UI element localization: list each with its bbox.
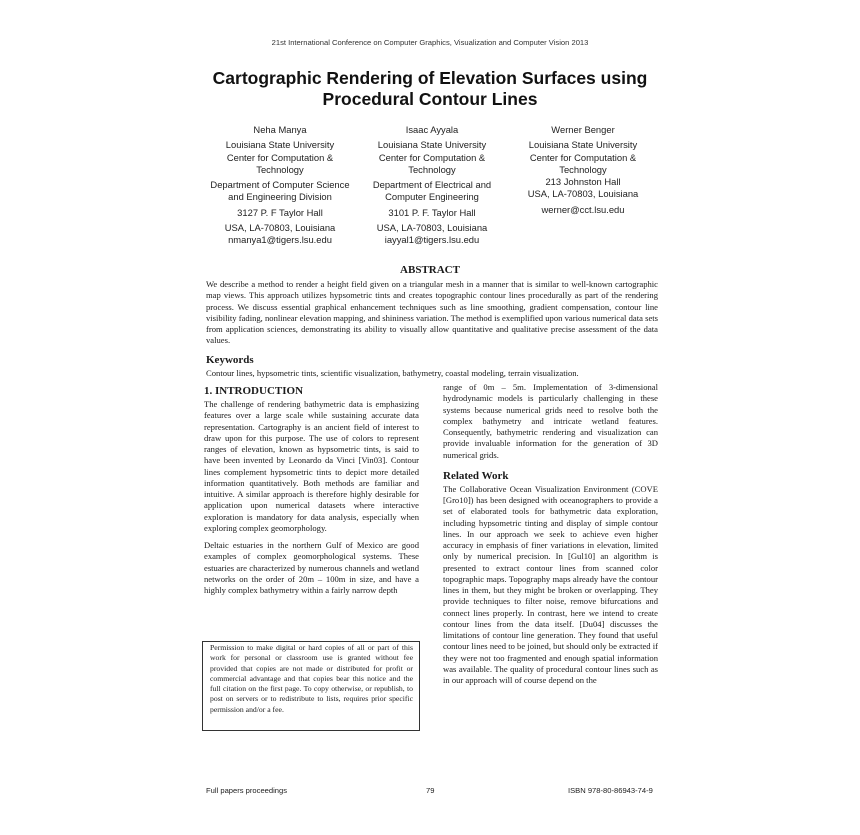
author-name: Neha Manya: [253, 124, 307, 135]
author-block-2: [352, 124, 512, 247]
title-line-2: Procedural Contour Lines: [322, 89, 538, 109]
author-department-line: and Engineering Division: [228, 191, 332, 203]
author-address: 213 Johnston Hall: [545, 176, 621, 188]
author-email: werner@cct.lsu.edu: [541, 203, 625, 215]
author-department-line: Department of Computer Science: [210, 179, 350, 191]
keywords-text: Contour lines, hypsometric tints, scientific visualization, bathymetry, coastal modeling, terrain visualization.: [206, 368, 579, 378]
right-column: [443, 382, 658, 686]
abstract-text: We describe a method to render a height field given on a triangular mesh in a manner that is similar to well-known cartographic map views. This approach utilizes hypsometric tints and creates topographic contour lines procedurally as part of the rendering process. We discuss essential graphical enhancement techniques such as line smoothing, gradient compensation, contour line visibility fading, nonlinear elevation mapping, and shininess variation. The method is exemplified upon various numerical data sets from application sciences, demonstrating its ability to visually allow quantitative and qualitative precise assessment of the data values.: [206, 279, 658, 346]
related-work-paragraph: The Collaborative Ocean Visualization Environment (COVE [Gro10]) has been designed with oceanographers to provide a set of elaborated tools for bathymetric data exploration, including hypsometric tinting and display of simple contour lines. In our approach we seek to achieve even higher accuracy in emphasis of finer variations in elevation, limited only by numerical precision. In [Gul10] an algorithm is presented to extract contour lines from scanned color topographic maps. Topography maps already have the contour lines in them, but they might be broken or overlapping. They provide techniques to filter noise, remove bifurcations and connect lines properly. In contrast, here we intend to create contour lines from the data itself. [Du04] discusses the limitations of contour line generation. They found that useful contour lines need to be joined, but should only be extracted if they were not too fragmented and enough spatial information was available. The quality of procedural contour lines such as in our approach will of course depend on the: [443, 483, 658, 685]
permission-notice-text: Permission to make digital or hard copies of all or part of this work for personal or classroom use is granted without fee provided that copies are not made or distributed for profit or commercial advantage and that copies bear this notice and the full citation on the first page. To copy otherwise, or republish, to post on servers or to redistribute to lists, requires prior specific permission and/or a fee.: [210, 643, 413, 714]
author-affiliation-line: Louisiana State University: [377, 139, 487, 151]
author-city: USA, LA-70803, Louisiana: [224, 222, 336, 234]
permission-notice-box: [202, 641, 420, 731]
author-email: nmanya1@tigers.lsu.edu: [228, 234, 332, 246]
left-column: [204, 385, 419, 596]
author-email: iayyal1@tigers.lsu.edu: [384, 234, 480, 246]
author-affiliation-line: Center for Computation &: [226, 151, 334, 163]
author-address: 3101 P. F. Taylor Hall: [388, 206, 476, 218]
author-affiliation-line: Technology: [408, 163, 456, 175]
title-line-1: Cartographic Rendering of Elevation Surfaces using: [212, 68, 648, 88]
footer-page-number: 79: [426, 786, 435, 795]
author-department-line: Department of Electrical and: [372, 179, 492, 191]
author-block-3: [503, 124, 663, 216]
author-affiliation-line: Louisiana State University: [225, 139, 335, 151]
running-head: 21st International Conference on Computer Graphics, Visualization and Computer Vision 2013: [271, 38, 589, 47]
author-affiliation-line: Louisiana State University: [528, 139, 638, 151]
author-name: Isaac Ayyala: [405, 124, 459, 135]
intro-paragraph-1: The challenge of rendering bathymetric data is emphasizing features over a large scale while sustaining accurate data representation. Cartography is an ancient field of interest to draw upon for this purpose. The use of colors to represent ranges of elevation, known as hypsometric tints, is said to have been invented by Leonardo da Vinci [Vin03]. Contour lines complement hypsometric tints to depict more detailed information quantitatively. Both methods are familiar and intuitive. A similar approach is therefore highly desirable for application upon numerical datasets where interactive exploration is mandatory for data analysis, especially when exploring complex geomorphology.: [204, 399, 419, 533]
intro-heading: 1. INTRODUCTION: [204, 385, 304, 397]
author-affiliation-line: Technology: [256, 163, 304, 175]
author-department-line: Computer Engineering: [385, 191, 479, 203]
abstract-heading: ABSTRACT: [400, 264, 460, 276]
keywords-heading: Keywords: [206, 354, 254, 366]
author-city: USA, LA-70803, Louisiana: [376, 222, 488, 234]
author-address: 3127 P. F Taylor Hall: [237, 206, 323, 218]
footer-proceedings: Full papers proceedings: [206, 786, 288, 795]
paper-title: [150, 68, 710, 110]
author-affiliation-line: Technology: [559, 163, 607, 175]
author-affiliation-line: Center for Computation &: [529, 151, 637, 163]
author-city: USA, LA-70803, Louisiana: [527, 188, 639, 200]
related-work-heading: Related Work: [443, 469, 509, 482]
author-name: Werner Benger: [551, 124, 615, 135]
right-paragraph-1: range of 0m – 5m. Implementation of 3-dimensional hydrodynamic models is particularly challenging in these systems because numerical grids need to resolve both the complex bathymetry and intricate wetland features. Consequently, bathymetric rendering and visualization can provide invaluable information for the generation of 3D numerical grids.: [443, 382, 658, 460]
intro-paragraph-2: Deltaic estuaries in the northern Gulf of Mexico are good examples of complex geomorphological systems. These estuaries are characterized by numerous channels and wetland networks on the order of 20m – 100m in size, and have a highly complex bathymetry within a fairly narrow depth: [204, 540, 419, 595]
author-block-1: [200, 124, 360, 247]
author-affiliation-line: Center for Computation &: [378, 151, 486, 163]
footer-isbn: ISBN 978-80-86943-74-9: [568, 786, 653, 795]
